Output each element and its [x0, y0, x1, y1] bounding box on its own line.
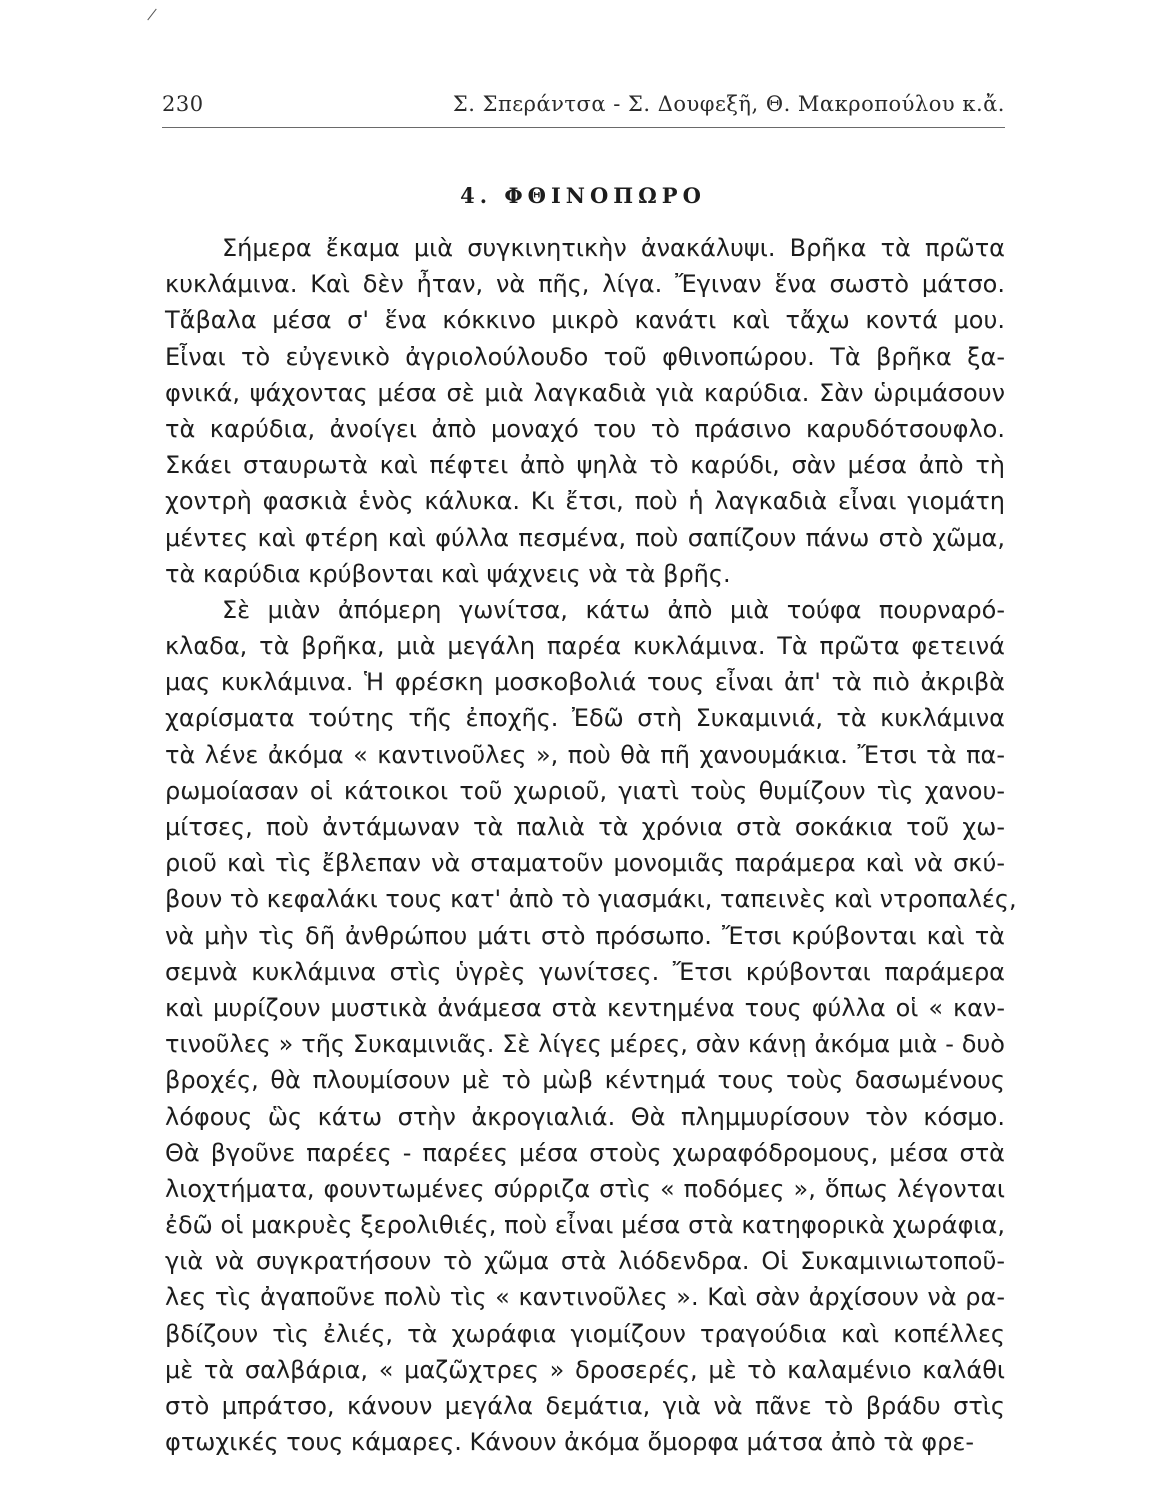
- text-line: μὲ τὰ σαλβάρια, « μαζῶχτρες » δροσερές, μὲ τὸ καλαμένιο καλάθι: [165, 1355, 1005, 1384]
- running-title: Σ. Σπεράντσα - Σ. Δουφεξῆ, Θ. Μακροπούλου κ.ἄ.: [452, 92, 1005, 116]
- text-line: κλαδα, τὰ βρῆκα, μιὰ μεγάλη παρέα κυκλάμινα. Τὰ πρῶτα φετεινά: [165, 632, 1005, 661]
- text-line: ριοῦ καὶ τὶς ἔβλεπαν νὰ σταματοῦν μονομιᾶς παράμερα καὶ νὰ σκύ-: [165, 849, 1005, 878]
- text-line: φτωχικές τους κάμαρες. Κάνουν ἀκόμα ὄμορφα μάτσα ἀπὸ τὰ φρε-: [165, 1428, 975, 1457]
- text-line: βουν τὸ κεφαλάκι τους κατ' ἀπὸ τὸ γιασμάκι, ταπεινὲς καὶ ντροπαλές,: [165, 885, 1017, 914]
- text-line: μας κυκλάμινα. Ἡ φρέσκη μοσκοβολιά τους εἶναι ἀπ' τὰ πιὸ ἀκριβὰ: [165, 668, 1005, 697]
- text-line: σεμνὰ κυκλάμινα στὶς ὑγρὲς γωνίτσες. Ἔτσι κρύβονται παράμερα: [165, 957, 1005, 986]
- text-line: Σήμερα ἔκαμα μιὰ συγκινητικὴν ἀνακάλυψι. Βρῆκα τὰ πρῶτα: [222, 234, 1005, 262]
- text-line: λιοχτήματα, φουντωμένες σύρριζα στὶς « ποδόμες », ὅπως λέγονται: [165, 1174, 1005, 1203]
- header-rule: [162, 127, 1005, 128]
- text-line: μίτσες, ποὺ ἀντάμωναν τὰ παλιὰ τὰ χρόνια στὰ σοκάκια τοῦ χω-: [165, 813, 1005, 841]
- text-line: τὰ καρύδια κρύβονται καὶ ψάχνεις νὰ τὰ βρῆς.: [165, 559, 731, 588]
- text-line: βδίζουν τὶς ἐλιές, τὰ χωράφια γιομίζουν τραγούδια καὶ κοπέλλες: [165, 1319, 1005, 1348]
- text-line: κυκλάμινα. Καὶ δὲν ἦταν, νὰ πῆς, λίγα. Ἔγιναν ἕνα σωστὸ μάτσο.: [165, 270, 1005, 299]
- text-line: χοντρὴ φασκιὰ ἑνὸς κάλυκα. Κι ἔτσι, ποὺ ἡ λαγκαδιὰ εἶναι γιομάτη: [165, 487, 1005, 516]
- body-text: [165, 230, 1017, 1460]
- text-line: φνικά, ψάχοντας μέσα σὲ μιὰ λαγκαδιὰ γιὰ καρύδια. Σὰν ὡριμάσουν: [165, 378, 1005, 407]
- text-line: Σκάει σταυρωτὰ καὶ πέφτει ἀπὸ ψηλὰ τὸ καρύδι, σὰν μέσα ἀπὸ τὴ: [165, 451, 1005, 480]
- section-title: 4. ΦΘΙΝΟΠΩΡΟ: [460, 183, 706, 208]
- text-line: ἐδῶ οἱ μακρυὲς ξερολιθιές, ποὺ εἶναι μέσα στὰ κατηφορικὰ χωράφια,: [165, 1211, 1005, 1240]
- text-line: ρωμοίασαν οἱ κάτοικοι τοῦ χωριοῦ, γιατὶ τοὺς θυμίζουν τὶς χανου-: [165, 776, 1005, 805]
- text-line: τὰ καρύδια, ἀνοίγει ἀπὸ μοναχό του τὸ πράσινο καρυδότσουφλο.: [165, 414, 1005, 443]
- text-line: καὶ μυρίζουν μυστικὰ ἀνάμεσα στὰ κεντημένα τους φύλλα οἱ « καν-: [165, 993, 1005, 1022]
- text-line: Θὰ βγοῦνε παρέες - παρέες μέσα στοὺς χωραφόδρομους, μέσα στὰ: [165, 1138, 1005, 1167]
- text-line: Σὲ μιὰν ἀπόμερη γωνίτσα, κάτω ἀπὸ μιὰ τούφα πουρναρό-: [222, 595, 1005, 624]
- text-line: λόφους ὣς κάτω στὴν ἀκρογιαλιά. Θὰ πλημμυρίσουν τὸν κόσμο.: [165, 1102, 1005, 1131]
- text-line: μέντες καὶ φτέρη καὶ φύλλα πεσμένα, ποὺ σαπίζουν πάνω στὸ χῶμα,: [165, 523, 1005, 552]
- text-line: Εἶναι τὸ εὐγενικὸ ἀγριολούλουδο τοῦ φθινοπώρου. Τὰ βρῆκα ξα-: [165, 342, 1005, 371]
- pencil-tick-mark: [147, 9, 156, 21]
- text-line: τινοῦλες » τῆς Συκαμινιᾶς. Σὲ λίγες μέρες, σὰν κάνῃ ἀκόμα μιὰ - δυὸ: [165, 1030, 1005, 1059]
- text-line: βροχές, θὰ πλουμίσουν μὲ τὸ μὼβ κέντημά τους τοὺς δασωμένους: [165, 1066, 1005, 1095]
- running-header: [162, 92, 1005, 124]
- text-line: χαρίσματα τούτης τῆς ἐποχῆς. Ἐδῶ στὴ Συκαμινιά, τὰ κυκλάμινα: [165, 704, 1005, 733]
- text-line: Τἄβαλα μέσα σ' ἕνα κόκκινο μικρὸ κανάτι καὶ τἄχω κοντά μου.: [165, 306, 1005, 335]
- text-line: νὰ μὴν τὶς δῆ ἀνθρώπου μάτι στὸ πρόσωπο. Ἔτσι κρύβονται καὶ τὰ: [165, 921, 1005, 950]
- text-line: λες τὶς ἀγαποῦνε πολὺ τὶς « καντινοῦλες ». Καὶ σὰν ἀρχίσουν νὰ ρα-: [165, 1283, 1005, 1312]
- text-line: τὰ λένε ἀκόμα « καντινοῦλες », ποὺ θὰ πῆ χανουμάκια. Ἔτσι τὰ πα-: [165, 740, 1005, 769]
- text-line: γιὰ νὰ συγκρατήσουν τὸ χῶμα στὰ λιόδενδρα. Οἱ Συκαμινιωτοποῦ-: [165, 1247, 1005, 1276]
- page-number: 230: [162, 92, 204, 116]
- text-line: στὸ μπράτσο, κάνουν μεγάλα δεμάτια, γιὰ νὰ πᾶνε τὸ βράδυ στὶς: [165, 1392, 1005, 1420]
